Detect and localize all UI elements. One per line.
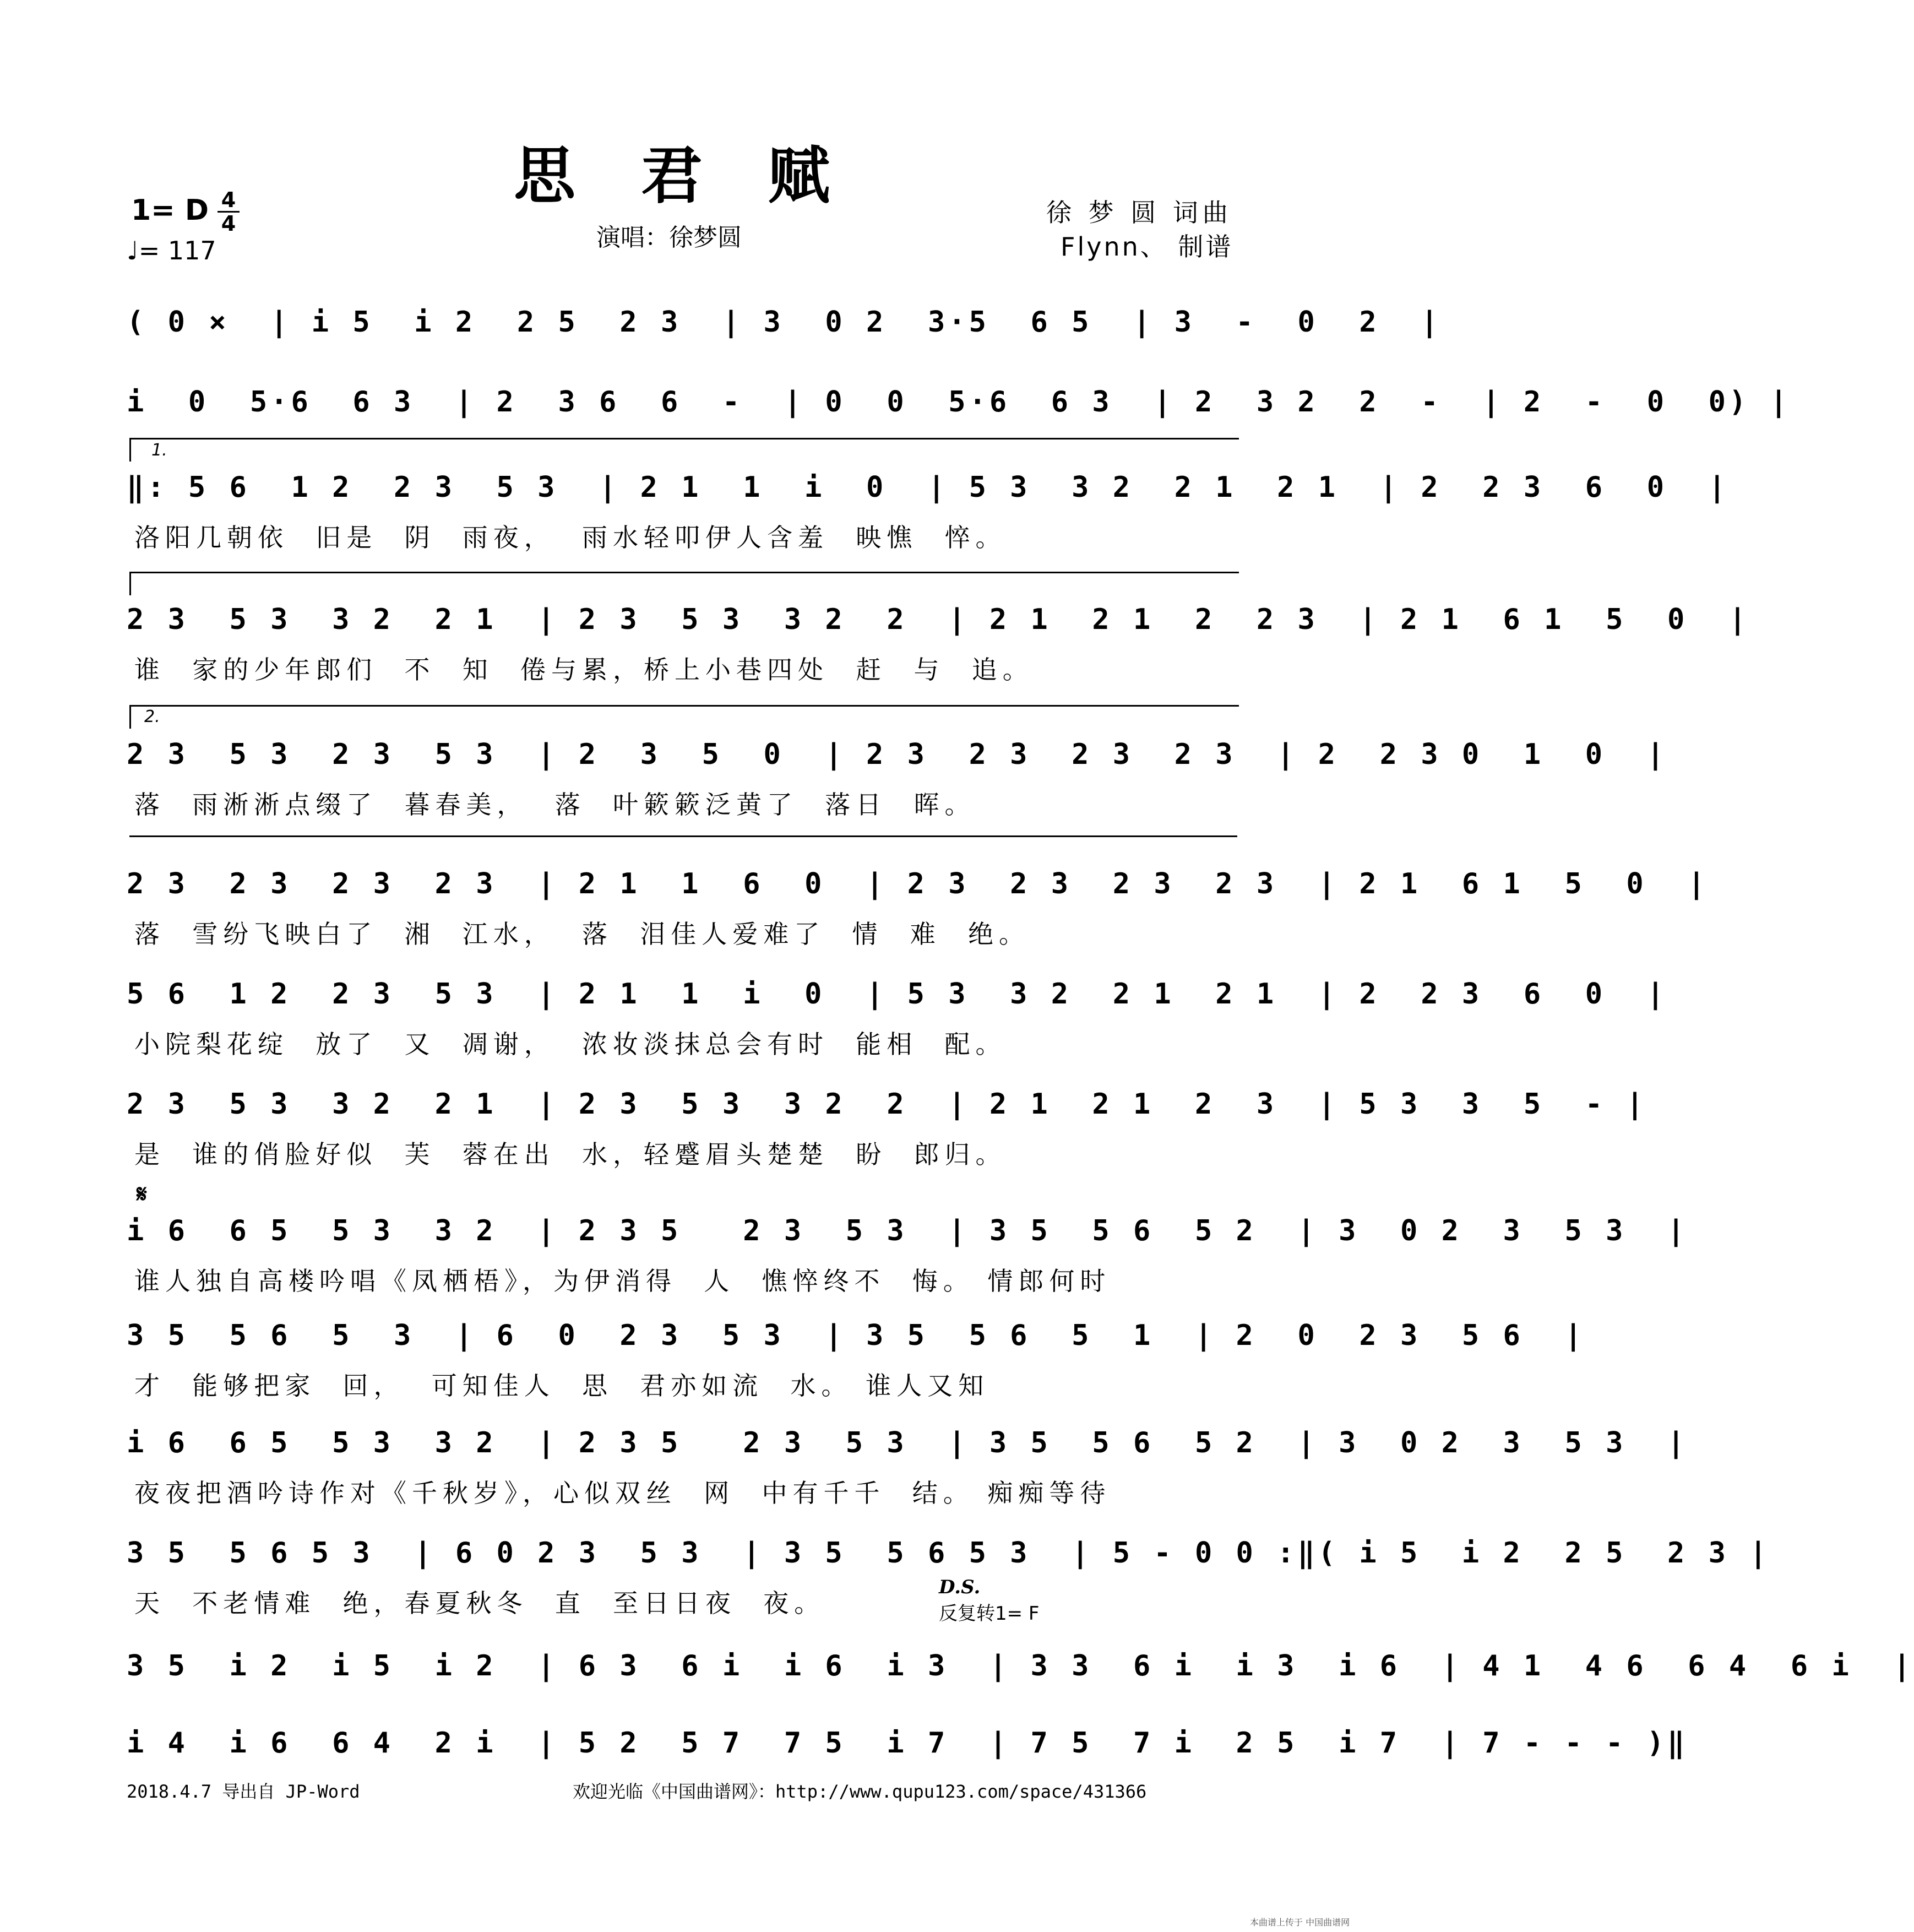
time-bottom: 4: [221, 211, 236, 236]
notation-line: ‖: 5 6 1 2 2 3 5 3 | 2 1 1 i 0 | 5 3 3 2 2 1 2 1 | 2 2 3 6 0 |: [127, 471, 1729, 504]
footer-export-info: 2018.4.7 导出自 JP-Word: [127, 1781, 360, 1802]
volta-bracket-second: [129, 705, 1239, 729]
lyric-line: 天 不老情难 绝，春夏秋冬 直 至日日夜 夜。: [134, 1588, 825, 1618]
segno-sign: 𝄋: [137, 1180, 147, 1208]
modulation-mark: 反复转1= F: [939, 1603, 1040, 1625]
site-watermark: 本曲谱上传于 中国曲谱网: [1250, 1917, 1350, 1928]
singer-credit: 演唱：徐梦圆: [596, 224, 742, 252]
volta-label-second: 2.: [144, 707, 160, 726]
notation-line: i 6 6 5 5 3 3 2 | 2 3 5 2 3 5 3 | 3 5 5 6 5 2 | 3 0 2 3 5 3 |: [127, 1426, 1688, 1459]
notation-line: i 0 5·6 6 3 | 2 3 6 6 - | 0 0 5·6 6 3 | 2 3 2 2 - | 2 - 0 0) |: [127, 386, 1791, 419]
page-title: 思 君 赋: [514, 140, 852, 212]
lyric-line: 谁人独自高楼吟唱《凤栖梧》，为伊消得 人 憔悴终不 悔。 情郎何时: [134, 1266, 1111, 1296]
volta-label-first: 1.: [151, 441, 167, 460]
dal-segno-mark: D.S.: [939, 1576, 981, 1598]
lyric-line: 洛阳几朝依 旧是 阴 雨夜， 雨水轻叩伊人含羞 映憔 悴。: [134, 523, 1007, 552]
arranger-credit: Flynn、 制谱: [1061, 232, 1233, 262]
notation-line: 5 6 1 2 2 3 5 3 | 2 1 1 i 0 | 5 3 3 2 2 1 2 1 | 2 2 3 6 0 |: [127, 978, 1667, 1011]
notation-line: 3 5 5 6 5 3 | 6 0 2 3 5 3 | 3 5 5 6 5 1 | 2 0 2 3 5 6 |: [127, 1319, 1585, 1352]
notation-line: 2 3 2 3 2 3 2 3 | 2 1 1 6 0 | 2 3 2 3 2 3 2 3 | 2 1 6 1 5 0 |: [127, 867, 1709, 900]
lyric-line: 是 谁的俏脸好似 芙 蓉在出 水，轻蹙眉头楚楚 盼 郎归。: [134, 1139, 1007, 1169]
lyric-line: 落 雪纷飞映白了 湘 江水， 落 泪佳人爱难了 情 难 绝。: [134, 919, 1030, 949]
notation-line: ( 0 × | i 5 i 2 2 5 2 3 | 3 0 2 3·5 6 5 | 3 - 0 2 |: [127, 306, 1442, 339]
notation-line: 2 3 5 3 3 2 2 1 | 2 3 5 3 3 2 2 | 2 1 2 1 2 3 | 5 3 3 5 - |: [127, 1088, 1647, 1121]
notation-line: 3 5 i 2 i 5 i 2 | 6 3 6 i i 6 i 3 | 3 3 6 i i 3 i 6 | 4 1 4 6 6 4 6 i |: [127, 1649, 1914, 1683]
notation-line: 2 3 5 3 3 2 2 1 | 2 3 5 3 3 2 2 | 2 1 2 1 2 2 3 | 2 1 6 1 5 0 |: [127, 603, 1750, 636]
key-signature: 1= D: [131, 194, 209, 227]
lyric-line: 落 雨淅淅点缀了 暮春美， 落 叶簌簌泛黄了 落日 晖。: [134, 790, 976, 820]
notation-line: 2 3 5 3 2 3 5 3 | 2 3 5 0 | 2 3 2 3 2 3 2 3 | 2 2 3 0 1 0 |: [127, 738, 1667, 771]
notation-line: 3 5 5 6 5 3 | 6 0 2 3 5 3 | 3 5 5 6 5 3 | 5 - 0 0 :‖( i 5 i 2 2 5 2 3 |: [127, 1537, 1770, 1570]
notation-line: i 4 i 6 6 4 2 i | 5 2 5 7 7 5 i 7 | 7 5 7 i 2 5 i 7 | 7 - - - )‖: [127, 1727, 1688, 1760]
lyric-line: 小院梨花绽 放了 又 凋谢， 浓妆淡抹总会有时 能相 配。: [134, 1029, 1007, 1059]
time-signature: [218, 189, 240, 235]
volta-bracket-first-cont: [129, 572, 1239, 595]
volta-bracket-second-cont: [129, 835, 1237, 859]
lyric-line: 才 能够把家 回， 可知佳人 思 君亦如流 水。 谁人又知: [134, 1371, 989, 1401]
footer-site-link[interactable]: 欢迎光临《中国曲谱网》：http://www.qupu123.com/space/431366: [573, 1781, 1147, 1802]
time-top: 4: [221, 188, 236, 212]
tempo-marking: ♩= 117: [127, 236, 216, 265]
notation-line: i 6 6 5 5 3 3 2 | 2 3 5 2 3 5 3 | 3 5 5 6 5 2 | 3 0 2 3 5 3 |: [127, 1214, 1688, 1247]
volta-bracket-first: [129, 438, 1239, 462]
lyric-line: 夜夜把酒吟诗作对《千秋岁》，心似双丝 网 中有千千 结。 痴痴等待: [134, 1478, 1111, 1508]
composer-credit: 徐 梦 圆 词曲: [1046, 198, 1232, 227]
lyric-line: 谁 家的少年郎们 不 知 倦与累，桥上小巷四处 赶 与 追。: [134, 655, 1034, 685]
